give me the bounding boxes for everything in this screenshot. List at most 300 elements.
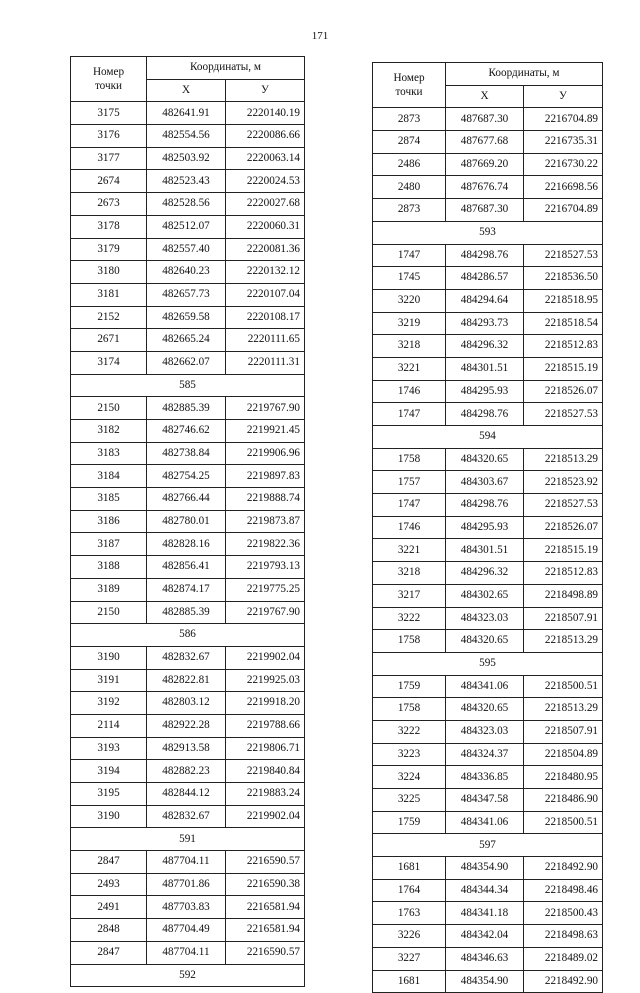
point-number-cell: 3189: [71, 578, 147, 601]
x-coordinate-cell: 484294.64: [446, 289, 524, 312]
y-coordinate-cell: 2218527.53: [524, 244, 603, 267]
x-coordinate-cell: 482822.81: [147, 669, 226, 692]
table-row: [71, 896, 305, 919]
x-coordinate-cell: 482523.43: [147, 170, 226, 193]
y-coordinate-cell: 2218518.95: [524, 289, 603, 312]
point-number-cell: 3218: [373, 562, 446, 585]
y-coordinate-cell: 2220108.17: [226, 306, 305, 329]
point-number-header-line2: точки: [395, 86, 423, 99]
x-coordinate-cell: 487669.20: [446, 153, 524, 176]
x-coordinate-cell: 482557.40: [147, 238, 226, 261]
y-coordinate-cell: 2220027.68: [226, 193, 305, 216]
y-coordinate-cell: 2218500.51: [524, 811, 603, 834]
table-row: [373, 947, 603, 970]
y-coordinate-cell: 2216590.57: [226, 941, 305, 964]
y-column-header: У: [226, 79, 305, 102]
x-coordinate-cell: 482882.23: [147, 760, 226, 783]
table-row: [373, 630, 603, 653]
y-coordinate-cell: 2219822.36: [226, 533, 305, 556]
y-coordinate-cell: 2219883.24: [226, 783, 305, 806]
x-coordinate-cell: 487687.30: [446, 199, 524, 222]
x-coordinate-cell: 482780.01: [147, 510, 226, 533]
x-coordinate-cell: 484341.06: [446, 675, 524, 698]
table-row: [71, 919, 305, 942]
page-number: 171: [311, 30, 329, 42]
y-coordinate-cell: 2220140.19: [226, 102, 305, 125]
x-coordinate-cell: 484295.93: [446, 380, 524, 403]
point-number-cell: 2114: [71, 714, 147, 737]
table-row: [71, 351, 305, 374]
y-coordinate-cell: 2218498.89: [524, 584, 603, 607]
y-coordinate-cell: 2219925.03: [226, 669, 305, 692]
y-coordinate-cell: 2220132.12: [226, 261, 305, 284]
x-coordinate-cell: 487704.49: [147, 919, 226, 942]
table-row: [373, 335, 603, 358]
point-number-cell: 3226: [373, 925, 446, 948]
point-number-cell: 3220: [373, 289, 446, 312]
x-coordinate-cell: 484320.65: [446, 630, 524, 653]
point-number-cell: 3183: [71, 442, 147, 465]
x-coordinate-cell: 487704.11: [147, 941, 226, 964]
y-coordinate-cell: 2219788.66: [226, 714, 305, 737]
x-coordinate-cell: 484341.06: [446, 811, 524, 834]
x-coordinate-cell: 482657.73: [147, 283, 226, 306]
y-coordinate-cell: 2220063.14: [226, 147, 305, 170]
point-number-cell: 3190: [71, 646, 147, 669]
x-coordinate-cell: 484323.03: [446, 607, 524, 630]
x-coordinate-cell: 484296.32: [446, 335, 524, 358]
point-number-cell: 1763: [373, 902, 446, 925]
table-row: [373, 743, 603, 766]
table-row: [71, 147, 305, 170]
table-row: [373, 131, 603, 154]
y-coordinate-cell: 2218513.29: [524, 448, 603, 471]
section-label: 585: [71, 374, 305, 397]
x-coordinate-cell: 484286.57: [446, 267, 524, 290]
section-row: [71, 964, 305, 987]
table-body: [71, 102, 305, 987]
point-number-cell: 3193: [71, 737, 147, 760]
table-row: [373, 357, 603, 380]
table-row: [373, 267, 603, 290]
table-row: [373, 244, 603, 267]
coordinates-table-left: [70, 56, 305, 987]
table-row: [71, 556, 305, 579]
y-coordinate-cell: 2219873.87: [226, 510, 305, 533]
point-number-cell: 1758: [373, 698, 446, 721]
table-header: [71, 57, 305, 102]
point-number-cell: 2848: [71, 919, 147, 942]
point-number-cell: 3224: [373, 766, 446, 789]
point-number-cell: 1759: [373, 675, 446, 698]
table-row: [71, 805, 305, 828]
point-number-cell: 3194: [71, 760, 147, 783]
x-coordinate-cell: 484298.76: [446, 494, 524, 517]
y-coordinate-cell: 2218498.63: [524, 925, 603, 948]
x-column-header: X: [147, 79, 226, 102]
table-row: [373, 539, 603, 562]
point-number-header-line1: Номер: [393, 71, 425, 84]
point-number-cell: 1764: [373, 879, 446, 902]
point-number-cell: 2480: [373, 176, 446, 199]
point-number-cell: 1747: [373, 494, 446, 517]
y-coordinate-cell: 2218500.51: [524, 675, 603, 698]
point-number-cell: 2847: [71, 851, 147, 874]
point-number-cell: 3221: [373, 539, 446, 562]
x-coordinate-cell: 487704.11: [147, 851, 226, 874]
point-number-cell: 3184: [71, 465, 147, 488]
section-label: 586: [71, 624, 305, 647]
y-coordinate-cell: 2216590.38: [226, 873, 305, 896]
y-coordinate-cell: 2216581.94: [226, 896, 305, 919]
x-coordinate-cell: 484341.18: [446, 902, 524, 925]
point-number-cell: 1757: [373, 471, 446, 494]
y-coordinate-cell: 2216735.31: [524, 131, 603, 154]
x-column-header: X: [446, 85, 524, 108]
point-number-cell: 2671: [71, 329, 147, 352]
point-number-cell: 2873: [373, 199, 446, 222]
y-coordinate-cell: 2218536.50: [524, 267, 603, 290]
point-number-cell: 3195: [71, 783, 147, 806]
point-number-cell: 1747: [373, 403, 446, 426]
section-row: [71, 374, 305, 397]
y-coordinate-cell: 2218486.90: [524, 789, 603, 812]
point-number-cell: 1745: [373, 267, 446, 290]
table-row: [373, 403, 603, 426]
y-coordinate-cell: 2219775.25: [226, 578, 305, 601]
section-label: 593: [373, 221, 603, 244]
x-coordinate-cell: 484295.93: [446, 516, 524, 539]
y-coordinate-cell: 2219902.04: [226, 646, 305, 669]
point-number-cell: 1681: [373, 970, 446, 993]
table-row: [71, 851, 305, 874]
x-coordinate-cell: 482738.84: [147, 442, 226, 465]
point-number-cell: 3176: [71, 125, 147, 148]
y-coordinate-cell: 2220081.36: [226, 238, 305, 261]
y-coordinate-cell: 2218527.53: [524, 494, 603, 517]
point-number-cell: 2673: [71, 193, 147, 216]
x-coordinate-cell: 484320.65: [446, 448, 524, 471]
point-number-cell: 3227: [373, 947, 446, 970]
point-number-cell: 3191: [71, 669, 147, 692]
y-coordinate-cell: 2218515.19: [524, 539, 603, 562]
y-coordinate-cell: 2219888.74: [226, 488, 305, 511]
table-row: [373, 789, 603, 812]
y-coordinate-cell: 2219897.83: [226, 465, 305, 488]
table-row: [71, 397, 305, 420]
x-coordinate-cell: 484323.03: [446, 720, 524, 743]
point-number-cell: 3186: [71, 510, 147, 533]
point-number-cell: 3177: [71, 147, 147, 170]
point-number-header: [373, 63, 446, 108]
table-row: [373, 562, 603, 585]
section-row: [373, 652, 603, 675]
point-number-cell: 2873: [373, 108, 446, 131]
x-coordinate-cell: 482662.07: [147, 351, 226, 374]
x-coordinate-cell: 482746.62: [147, 420, 226, 443]
table-row: [71, 601, 305, 624]
table-row: [71, 692, 305, 715]
x-coordinate-cell: 482766.44: [147, 488, 226, 511]
point-number-cell: 3225: [373, 789, 446, 812]
x-coordinate-cell: 482913.58: [147, 737, 226, 760]
coordinates-header: Координаты, м: [147, 57, 305, 80]
section-label: 591: [71, 828, 305, 851]
section-label: 595: [373, 652, 603, 675]
y-coordinate-cell: 2218492.90: [524, 857, 603, 880]
y-coordinate-cell: 2219767.90: [226, 601, 305, 624]
x-coordinate-cell: 482503.92: [147, 147, 226, 170]
x-coordinate-cell: 482665.24: [147, 329, 226, 352]
section-row: [71, 624, 305, 647]
y-coordinate-cell: 2218526.07: [524, 516, 603, 539]
section-label: 594: [373, 426, 603, 449]
table-row: [373, 516, 603, 539]
x-coordinate-cell: 484344.34: [446, 879, 524, 902]
x-coordinate-cell: 482803.12: [147, 692, 226, 715]
y-coordinate-cell: 2218498.46: [524, 879, 603, 902]
point-number-cell: 2486: [373, 153, 446, 176]
table-row: [373, 380, 603, 403]
point-number-cell: 3217: [373, 584, 446, 607]
y-coordinate-cell: 2216590.57: [226, 851, 305, 874]
table-row: [71, 238, 305, 261]
x-coordinate-cell: 482554.56: [147, 125, 226, 148]
point-number-cell: 2150: [71, 397, 147, 420]
table-row: [71, 102, 305, 125]
y-coordinate-cell: 2219918.20: [226, 692, 305, 715]
y-coordinate-cell: 2218513.29: [524, 630, 603, 653]
table-row: [71, 170, 305, 193]
table-row: [373, 879, 603, 902]
x-coordinate-cell: 482856.41: [147, 556, 226, 579]
y-coordinate-cell: 2218489.02: [524, 947, 603, 970]
y-coordinate-cell: 2219806.71: [226, 737, 305, 760]
table-row: [373, 970, 603, 993]
point-number-cell: 3174: [71, 351, 147, 374]
y-coordinate-cell: 2218512.83: [524, 335, 603, 358]
y-coordinate-cell: 2216704.89: [524, 108, 603, 131]
table-row: [71, 125, 305, 148]
point-number-header: [71, 57, 147, 102]
table-row: [71, 873, 305, 896]
y-coordinate-cell: 2219921.45: [226, 420, 305, 443]
table-row: [71, 215, 305, 238]
section-row: [373, 834, 603, 857]
point-number-cell: 2150: [71, 601, 147, 624]
x-coordinate-cell: 482832.67: [147, 646, 226, 669]
x-coordinate-cell: 482754.25: [147, 465, 226, 488]
x-coordinate-cell: 487703.83: [147, 896, 226, 919]
table-row: [373, 448, 603, 471]
table-row: [373, 698, 603, 721]
table-row: [373, 925, 603, 948]
coordinates-header: Координаты, м: [446, 63, 603, 86]
point-number-cell: 1746: [373, 516, 446, 539]
point-number-cell: 3181: [71, 283, 147, 306]
x-coordinate-cell: 482844.12: [147, 783, 226, 806]
x-coordinate-cell: 484320.65: [446, 698, 524, 721]
y-coordinate-cell: 2220107.04: [226, 283, 305, 306]
x-coordinate-cell: 482659.58: [147, 306, 226, 329]
y-coordinate-cell: 2218518.54: [524, 312, 603, 335]
table-row: [373, 584, 603, 607]
table-row: [71, 714, 305, 737]
section-row: [71, 828, 305, 851]
x-coordinate-cell: 484296.32: [446, 562, 524, 585]
x-coordinate-cell: 482885.39: [147, 397, 226, 420]
y-coordinate-cell: 2216581.94: [226, 919, 305, 942]
table-row: [373, 176, 603, 199]
y-coordinate-cell: 2218500.43: [524, 902, 603, 925]
table-row: [71, 737, 305, 760]
point-number-cell: 2491: [71, 896, 147, 919]
table-row: [373, 312, 603, 335]
x-coordinate-cell: 484336.85: [446, 766, 524, 789]
point-number-cell: 1746: [373, 380, 446, 403]
point-number-cell: 3218: [373, 335, 446, 358]
table-row: [373, 199, 603, 222]
x-coordinate-cell: 482512.07: [147, 215, 226, 238]
y-coordinate-cell: 2218507.91: [524, 607, 603, 630]
point-number-cell: 3223: [373, 743, 446, 766]
point-number-cell: 1681: [373, 857, 446, 880]
y-coordinate-cell: 2216730.22: [524, 153, 603, 176]
table-row: [71, 465, 305, 488]
x-coordinate-cell: 482832.67: [147, 805, 226, 828]
point-number-cell: 3222: [373, 607, 446, 630]
table-row: [71, 760, 305, 783]
x-coordinate-cell: 487677.68: [446, 131, 524, 154]
point-number-cell: 2674: [71, 170, 147, 193]
table-row: [71, 578, 305, 601]
y-coordinate-cell: 2220024.53: [226, 170, 305, 193]
y-coordinate-cell: 2218504.89: [524, 743, 603, 766]
table-row: [71, 533, 305, 556]
x-coordinate-cell: 482528.56: [147, 193, 226, 216]
x-coordinate-cell: 484301.51: [446, 539, 524, 562]
x-coordinate-cell: 484301.51: [446, 357, 524, 380]
point-number-cell: 3188: [71, 556, 147, 579]
y-coordinate-cell: 2218513.29: [524, 698, 603, 721]
y-coordinate-cell: 2219902.04: [226, 805, 305, 828]
y-coordinate-cell: 2219793.13: [226, 556, 305, 579]
table-row: [373, 471, 603, 494]
section-row: [373, 221, 603, 244]
x-coordinate-cell: 482640.23: [147, 261, 226, 284]
x-coordinate-cell: 484346.63: [446, 947, 524, 970]
table-row: [373, 289, 603, 312]
y-coordinate-cell: 2220086.66: [226, 125, 305, 148]
point-number-cell: 2152: [71, 306, 147, 329]
x-coordinate-cell: 482922.28: [147, 714, 226, 737]
y-coordinate-cell: 2220111.31: [226, 351, 305, 374]
table-row: [373, 766, 603, 789]
table-row: [71, 510, 305, 533]
table-row: [71, 783, 305, 806]
table-row: [71, 646, 305, 669]
y-column-header: У: [524, 85, 603, 108]
x-coordinate-cell: 487676.74: [446, 176, 524, 199]
table-row: [373, 675, 603, 698]
y-coordinate-cell: 2216704.89: [524, 199, 603, 222]
x-coordinate-cell: 482828.16: [147, 533, 226, 556]
point-number-cell: 3182: [71, 420, 147, 443]
x-coordinate-cell: 484303.67: [446, 471, 524, 494]
point-number-cell: 3190: [71, 805, 147, 828]
x-coordinate-cell: 484354.90: [446, 970, 524, 993]
y-coordinate-cell: 2218480.95: [524, 766, 603, 789]
y-coordinate-cell: 2218526.07: [524, 380, 603, 403]
table-row: [373, 857, 603, 880]
y-coordinate-cell: 2219840.84: [226, 760, 305, 783]
point-number-cell: 1747: [373, 244, 446, 267]
table-row: [373, 153, 603, 176]
point-number-cell: 3180: [71, 261, 147, 284]
table-row: [71, 420, 305, 443]
y-coordinate-cell: 2218512.83: [524, 562, 603, 585]
section-label: 597: [373, 834, 603, 857]
table-header: [373, 63, 603, 108]
table-row: [71, 306, 305, 329]
y-coordinate-cell: 2220060.31: [226, 215, 305, 238]
y-coordinate-cell: 2218527.53: [524, 403, 603, 426]
table-row: [71, 283, 305, 306]
table-row: [373, 720, 603, 743]
table-row: [71, 261, 305, 284]
y-coordinate-cell: 2219767.90: [226, 397, 305, 420]
point-number-cell: 2847: [71, 941, 147, 964]
y-coordinate-cell: 2220111.65: [226, 329, 305, 352]
section-row: [373, 426, 603, 449]
point-number-cell: 1758: [373, 448, 446, 471]
x-coordinate-cell: 482641.91: [147, 102, 226, 125]
point-number-cell: 2493: [71, 873, 147, 896]
x-coordinate-cell: 482885.39: [147, 601, 226, 624]
table-row: [373, 902, 603, 925]
point-number-cell: 3185: [71, 488, 147, 511]
y-coordinate-cell: 2218515.19: [524, 357, 603, 380]
point-number-header-line2: точки: [94, 80, 123, 93]
x-coordinate-cell: 484293.73: [446, 312, 524, 335]
y-coordinate-cell: 2216698.56: [524, 176, 603, 199]
point-number-cell: 3175: [71, 102, 147, 125]
point-number-cell: 2874: [373, 131, 446, 154]
section-label: 592: [71, 964, 305, 987]
x-coordinate-cell: 484354.90: [446, 857, 524, 880]
point-number-cell: 3221: [373, 357, 446, 380]
point-number-cell: 3179: [71, 238, 147, 261]
table-row: [373, 108, 603, 131]
x-coordinate-cell: 484302.65: [446, 584, 524, 607]
x-coordinate-cell: 487687.30: [446, 108, 524, 131]
x-coordinate-cell: 484298.76: [446, 244, 524, 267]
table-row: [71, 442, 305, 465]
point-number-cell: 3222: [373, 720, 446, 743]
y-coordinate-cell: 2218523.92: [524, 471, 603, 494]
x-coordinate-cell: 487701.86: [147, 873, 226, 896]
point-number-cell: 1758: [373, 630, 446, 653]
point-number-header-line1: Номер: [92, 65, 125, 78]
table-row: [71, 329, 305, 352]
table-row: [71, 193, 305, 216]
coordinates-table-right: [372, 62, 603, 993]
table-row: [71, 488, 305, 511]
table-row: [373, 607, 603, 630]
point-number-cell: 3178: [71, 215, 147, 238]
table-row: [373, 494, 603, 517]
table-body: [373, 108, 603, 993]
